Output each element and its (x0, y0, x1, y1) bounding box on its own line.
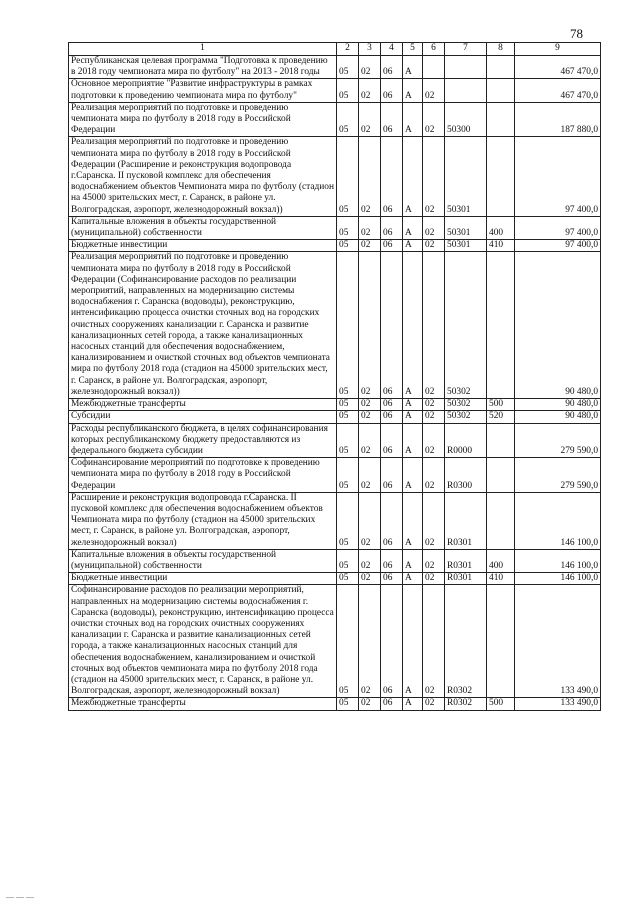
amount-cell: 133 490,0 (515, 698, 601, 710)
section-code-cell: 05 (337, 252, 359, 399)
program-code-cell: 06 (381, 252, 403, 399)
subprogram-code-cell: А (403, 79, 423, 102)
row-name-cell: Капитальные вложения в объекты государственной (муниципальной) собственности (69, 549, 337, 572)
column-header: 5 (403, 43, 423, 56)
table-row (69, 492, 601, 549)
expense-type-cell (487, 585, 515, 698)
subsection-code-cell: 02 (359, 698, 381, 710)
activity-code-cell: 02 (423, 698, 445, 710)
amount-cell: 146 100,0 (515, 492, 601, 549)
row-name-cell: Бюджетные инвестиции (69, 573, 337, 585)
column-header: 7 (445, 43, 487, 56)
subprogram-code-cell: А (403, 549, 423, 572)
direction-code-cell: 50301 (445, 137, 487, 216)
subprogram-code-cell: А (403, 573, 423, 585)
program-code-cell: 06 (381, 399, 403, 411)
subsection-code-cell: 02 (359, 492, 381, 549)
section-code-cell: 05 (337, 698, 359, 710)
section-code-cell: 05 (337, 549, 359, 572)
program-code-cell: 06 (381, 79, 403, 102)
table-row (69, 79, 601, 102)
row-name-cell: Республиканская целевая программа "Подготовка к проведению в 2018 году чемпионата мира по футболу" на 2013 - 2018 годы (69, 56, 337, 79)
table-row (69, 458, 601, 493)
direction-code-cell: 50300 (445, 102, 487, 137)
amount-cell: 279 590,0 (515, 458, 601, 493)
activity-code-cell: 02 (423, 585, 445, 698)
direction-code-cell: 50301 (445, 240, 487, 252)
activity-code-cell: 02 (423, 411, 445, 423)
direction-code-cell: 50301 (445, 216, 487, 239)
row-name-cell: Расширение и реконструкция водопровода г.Саранска. II пусковой комплекс для обеспечения водоснабжением объектов Чемпионата мира по футболу (стадион на 45000 зрительских мест, г. Саранск, в районе ул. Волгоградская, аэропорт, железнодорожный вокзал) (69, 492, 337, 549)
direction-code-cell: R0301 (445, 492, 487, 549)
amount-cell: 467 470,0 (515, 56, 601, 79)
subprogram-code-cell: А (403, 492, 423, 549)
section-code-cell: 05 (337, 102, 359, 137)
subsection-code-cell: 02 (359, 399, 381, 411)
subprogram-code-cell: А (403, 585, 423, 698)
amount-cell: 187 880,0 (515, 102, 601, 137)
row-name-cell: Реализация мероприятий по подготовке и проведению чемпионата мира по футболу в 2018 году в Российской Федерации (Расширение и реконструкция водопровода г.Саранска. II пусковой комплекс для обеспечения водоснабжением объектов Чемпионата мира по футболу (стадион на 45000 зрительских мест, г. Саранск, в районе ул. Волгоградская, аэропорт, железнодорожный вокзал)) (69, 137, 337, 216)
direction-code-cell (445, 79, 487, 102)
subsection-code-cell: 02 (359, 585, 381, 698)
row-name-cell: Реализация мероприятий по подготовке и проведению чемпионата мира по футболу в 2018 году в Российской Федерации (Софинансирование расходов по реализации мероприятий, направленных на модернизацию системы водоснабжения г. Саранска (водоводы), реконструкцию, интенсификацию процесса очистки сточных вод на городских очистных сооружениях канализации г. Саранска и развитие канализационных сетей города, а также канализационных насосных станций для обеспечения водоснабжением, канализированием и очисткой сточных вод объектов чемпионата мира по футболу 2018 года (стадион на 45000 зрительских мест, г. Саранск, в районе ул. Волгоградская, аэропорт, железнодорожный вокзал)) (69, 252, 337, 399)
program-code-cell: 06 (381, 137, 403, 216)
activity-code-cell: 02 (423, 102, 445, 137)
activity-code-cell: 02 (423, 252, 445, 399)
table-row (69, 698, 601, 710)
subprogram-code-cell: А (403, 137, 423, 216)
program-code-cell: 06 (381, 549, 403, 572)
scan-edge-mark: — — — (6, 892, 34, 901)
amount-cell: 279 590,0 (515, 423, 601, 458)
amount-cell: 467 470,0 (515, 79, 601, 102)
subsection-code-cell: 02 (359, 458, 381, 493)
program-code-cell: 06 (381, 102, 403, 137)
expense-type-cell: 500 (487, 399, 515, 411)
activity-code-cell: 02 (423, 549, 445, 572)
section-code-cell: 05 (337, 585, 359, 698)
activity-code-cell: 02 (423, 216, 445, 239)
section-code-cell: 05 (337, 399, 359, 411)
subsection-code-cell: 02 (359, 56, 381, 79)
table-row (69, 252, 601, 399)
direction-code-cell: 50302 (445, 252, 487, 399)
table-row (69, 240, 601, 252)
expense-type-cell (487, 102, 515, 137)
expense-type-cell (487, 56, 515, 79)
direction-code-cell: 50302 (445, 399, 487, 411)
direction-code-cell: R0301 (445, 549, 487, 572)
subsection-code-cell: 02 (359, 573, 381, 585)
program-code-cell: 06 (381, 56, 403, 79)
table-row (69, 423, 601, 458)
direction-code-cell (445, 56, 487, 79)
subsection-code-cell: 02 (359, 411, 381, 423)
expense-type-cell (487, 79, 515, 102)
table-row (69, 56, 601, 79)
budget-table (68, 42, 601, 711)
column-header: 9 (515, 43, 601, 56)
subprogram-code-cell: А (403, 240, 423, 252)
program-code-cell: 06 (381, 492, 403, 549)
expense-type-cell: 410 (487, 240, 515, 252)
column-header: 4 (381, 43, 403, 56)
section-code-cell: 05 (337, 423, 359, 458)
subsection-code-cell: 02 (359, 549, 381, 572)
expense-type-cell (487, 492, 515, 549)
subprogram-code-cell: А (403, 102, 423, 137)
column-header: 2 (337, 43, 359, 56)
table-row (69, 585, 601, 698)
direction-code-cell: R0300 (445, 458, 487, 493)
program-code-cell: 06 (381, 698, 403, 710)
expense-type-cell: 400 (487, 549, 515, 572)
subprogram-code-cell: А (403, 252, 423, 399)
table-row (69, 102, 601, 137)
program-code-cell: 06 (381, 216, 403, 239)
amount-cell: 133 490,0 (515, 585, 601, 698)
row-name-cell: Расходы республиканского бюджета, в целях софинансирования которых республиканскому бюджету предоставляются из федерального бюджета субсидии (69, 423, 337, 458)
direction-code-cell: 50302 (445, 411, 487, 423)
section-code-cell: 05 (337, 573, 359, 585)
row-name-cell: Капитальные вложения в объекты государственной (муниципальной) собственности (69, 216, 337, 239)
program-code-cell: 06 (381, 411, 403, 423)
amount-cell: 90 480,0 (515, 411, 601, 423)
subprogram-code-cell: А (403, 423, 423, 458)
amount-cell: 146 100,0 (515, 549, 601, 572)
subsection-code-cell: 02 (359, 79, 381, 102)
expense-type-cell: 400 (487, 216, 515, 239)
section-code-cell: 05 (337, 411, 359, 423)
amount-cell: 97 400,0 (515, 240, 601, 252)
section-code-cell: 05 (337, 137, 359, 216)
table-row (69, 549, 601, 572)
activity-code-cell: 02 (423, 423, 445, 458)
amount-cell: 97 400,0 (515, 216, 601, 239)
row-name-cell: Межбюджетные трансферты (69, 399, 337, 411)
subprogram-code-cell: А (403, 698, 423, 710)
subsection-code-cell: 02 (359, 423, 381, 458)
amount-cell: 90 480,0 (515, 399, 601, 411)
expense-type-cell (487, 252, 515, 399)
column-header: 1 (69, 43, 337, 56)
column-header: 8 (487, 43, 515, 56)
direction-code-cell: R0302 (445, 585, 487, 698)
row-name-cell: Субсидии (69, 411, 337, 423)
expense-type-cell: 410 (487, 573, 515, 585)
row-name-cell: Межбюджетные трансферты (69, 698, 337, 710)
section-code-cell: 05 (337, 216, 359, 239)
subprogram-code-cell: А (403, 411, 423, 423)
subprogram-code-cell: А (403, 458, 423, 493)
table-body (69, 56, 601, 711)
subsection-code-cell: 02 (359, 240, 381, 252)
expense-type-cell (487, 458, 515, 493)
amount-cell: 146 100,0 (515, 573, 601, 585)
row-name-cell: Реализация мероприятий по подготовке и проведению чемпионата мира по футболу в 2018 году в Российской Федерации (69, 102, 337, 137)
row-name-cell: Софинансирование расходов по реализации мероприятий, направленных на модернизацию системы водоснабжения г. Саранска (водоводы), реконструкцию, интенсификацию процесса очистки сточных вод на городских очистных сооружениях канализации г. Саранска и развитие канализационных сетей города, а также канализационных насосных станций для обеспечения водоснабжением, канализированием и очисткой сточных вод объектов чемпионата мира по футболу 2018 года (стадион на 45000 зрительских мест, г. Саранск, в районе ул. Волгоградская, аэропорт, железнодорожный вокзал) (69, 585, 337, 698)
section-code-cell: 05 (337, 492, 359, 549)
activity-code-cell: 02 (423, 240, 445, 252)
row-name-cell: Основное мероприятие "Развитие инфраструктуры в рамках подготовки к проведению чемпионата мира по футболу" (69, 79, 337, 102)
subsection-code-cell: 02 (359, 252, 381, 399)
subsection-code-cell: 02 (359, 102, 381, 137)
table-row (69, 399, 601, 411)
program-code-cell: 06 (381, 423, 403, 458)
page-number: 78 (570, 26, 583, 41)
table-row (69, 137, 601, 216)
column-header: 3 (359, 43, 381, 56)
subprogram-code-cell: А (403, 56, 423, 79)
direction-code-cell: R0301 (445, 573, 487, 585)
amount-cell: 97 400,0 (515, 137, 601, 216)
amount-cell: 90 480,0 (515, 252, 601, 399)
table-row (69, 411, 601, 423)
section-code-cell: 05 (337, 240, 359, 252)
activity-code-cell: 02 (423, 399, 445, 411)
activity-code-cell: 02 (423, 458, 445, 493)
section-code-cell: 05 (337, 458, 359, 493)
activity-code-cell: 02 (423, 137, 445, 216)
program-code-cell: 06 (381, 585, 403, 698)
table-row (69, 573, 601, 585)
subprogram-code-cell: А (403, 216, 423, 239)
expense-type-cell (487, 137, 515, 216)
activity-code-cell: 02 (423, 573, 445, 585)
subprogram-code-cell: А (403, 399, 423, 411)
subsection-code-cell: 02 (359, 137, 381, 216)
expense-type-cell: 520 (487, 411, 515, 423)
direction-code-cell: R0000 (445, 423, 487, 458)
direction-code-cell: R0302 (445, 698, 487, 710)
section-code-cell: 05 (337, 56, 359, 79)
subsection-code-cell: 02 (359, 216, 381, 239)
activity-code-cell (423, 56, 445, 79)
activity-code-cell: 02 (423, 79, 445, 102)
column-header: 6 (423, 43, 445, 56)
expense-type-cell (487, 423, 515, 458)
program-code-cell: 06 (381, 458, 403, 493)
table-row (69, 216, 601, 239)
row-name-cell: Бюджетные инвестиции (69, 240, 337, 252)
row-name-cell: Софинансирование мероприятий по подготовке к проведению чемпионата мира по футболу в 2018 году в Российской Федерации (69, 458, 337, 493)
activity-code-cell: 02 (423, 492, 445, 549)
section-code-cell: 05 (337, 79, 359, 102)
column-header-row (69, 43, 601, 56)
program-code-cell: 06 (381, 573, 403, 585)
expense-type-cell: 500 (487, 698, 515, 710)
program-code-cell: 06 (381, 240, 403, 252)
